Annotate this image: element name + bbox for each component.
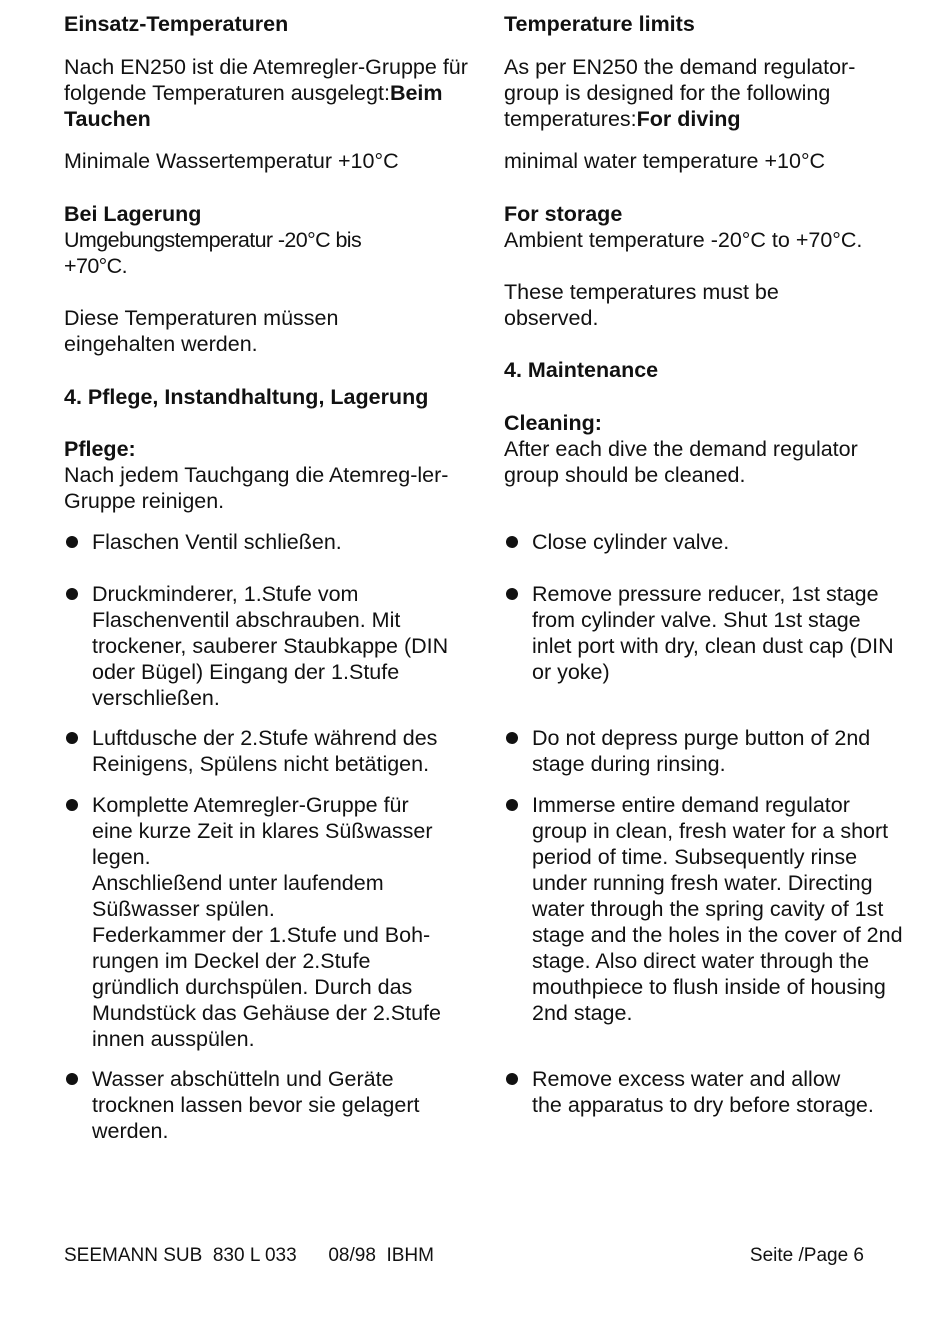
section-heading-de: 4. Pflege, Instandhaltung, Lagerung	[64, 385, 429, 409]
bullet-icon	[66, 732, 78, 744]
temperature-intro-en: As per EN250 the demand regulator-group is designed for the following temperatures:For diving	[504, 55, 856, 131]
bullet-icon	[66, 799, 78, 811]
observe-note-en: These temperatures must be observed.	[504, 280, 779, 330]
bullet-icon	[506, 1073, 518, 1085]
document-reference: SEEMANN SUB 830 L 033 08/98 IBHM	[64, 1245, 434, 1266]
temperature-heading-de: Einsatz-Temperaturen	[64, 12, 289, 36]
bullet-icon	[506, 536, 518, 548]
bullet-icon	[66, 588, 78, 600]
temperature-intro-de: Nach EN250 ist die Atemregler-Gruppe für folgende Temperaturen ausgelegt:Beim Tauchen	[64, 55, 468, 131]
bullet-icon	[66, 1073, 78, 1085]
cleaning-intro-en: After each dive the demand regulator group should be cleaned.	[504, 437, 858, 487]
cleaning-heading-en: Cleaning:	[504, 411, 602, 435]
section-heading-en: 4. Maintenance	[504, 358, 659, 382]
bullet-icon	[66, 536, 78, 548]
bullet-icon	[506, 588, 518, 600]
bullet-icon	[506, 732, 518, 744]
storage-heading-de: Bei Lagerung	[64, 202, 202, 226]
min-water-temp-de: Minimale Wassertemperatur +10°C	[64, 149, 399, 173]
diving-label-en: For diving	[636, 107, 741, 131]
cleaning-intro-de: Nach jedem Tauchgang die Atemreg-ler-Gruppe reinigen.	[64, 463, 449, 513]
min-water-temp-en: minimal water temperature +10°C	[504, 149, 826, 173]
page-number: Seite /Page 6	[749, 1245, 864, 1266]
temperature-heading-en: Temperature limits	[504, 12, 695, 36]
storage-temp-de: Umgebungstemperatur -20°C bis +70°C.	[64, 228, 362, 278]
storage-heading-en: For storage	[504, 202, 623, 226]
cleaning-heading-de: Pflege:	[64, 437, 136, 461]
bullet-icon	[506, 799, 518, 811]
storage-temp-en: Ambient temperature -20°C to +70°C.	[504, 228, 863, 252]
diving-label-de: Beim Tauchen	[64, 81, 443, 131]
observe-note-de: Diese Temperaturen müssen eingehalten werden.	[64, 306, 339, 356]
